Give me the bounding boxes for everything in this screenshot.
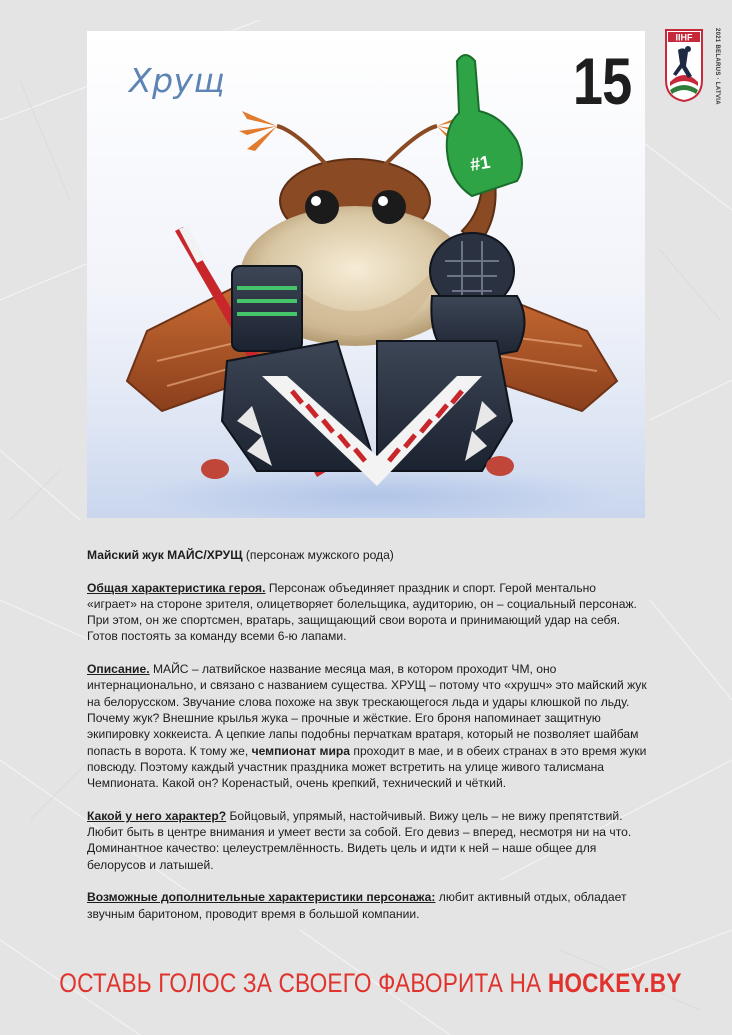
mascot-illustration [87,31,645,518]
iihf-logo [664,28,704,103]
iihf-logo-label: IIHF [675,32,693,43]
character-number: 15 [572,44,631,118]
vote-site-link[interactable]: HOCKEY.BY [547,968,682,998]
character-label: Какой у него характер? [87,808,227,823]
character-body-1: Бойцовый, упрямый, настойчивый. Вижу цель – не вижу препятствий. Любит быть в центре внимания и умеет вести за собой. Его девиз – вперед, несмотря ни на что. [87,808,632,840]
character-body-2: Доминантное качество: целеустремлённость. Видеть цель и идти к ней – наше общее для белорусов и латышей. [87,841,597,872]
character-paragraph [87,808,647,873]
championship-side-label: 2021 BELARUS · LATVIA [714,28,720,105]
extra-label: Возможные дополнительные характеристики персонажа: [87,890,436,905]
extra-body: любит активный отдых, обладает звучным баритоном, проводит время в большой компании. [87,890,627,921]
vote-text: ОСТАВЬ ГОЛОС ЗА СВОЕГО ФАВОРИТА НА [59,968,548,998]
intro-note: (персонаж мужского рода) [242,548,394,562]
extra-paragraph [87,889,647,922]
character-description [87,547,647,938]
general-label: Общая характеристика героя. [87,580,266,595]
foam-finger [447,55,522,196]
description-label: Описание. [87,662,150,677]
goalie-pads [201,341,514,486]
mascot-poster [87,31,645,518]
blocker-glove [232,266,302,351]
general-paragraph [87,580,647,645]
description-bold: чемпионат мира [251,743,351,758]
description-body-2: проходит в мае, и в обеих странах в это время жуки повсюду. Поэтому каждый участник праздника может встретить на улице живого талисмана Чемпионата. Какой он? Коренастый, очень крепкий, технический и чёткий. [87,743,647,791]
foam-finger-label: #1 [468,151,492,175]
character-name: Хрущ [129,61,226,100]
general-body: Персонаж объединяет праздник и спорт. Герой ментально «играет» на стороне зрителя, олицетворяет болельщика, аудиторию, он – социальный персонаж. При этом, он же спортсмен, вратарь, защищающий свои ворота и принимающий удар на себя. Готов постоять за команду всеми 6-ю лапами. [87,580,637,644]
intro-paragraph [87,547,647,563]
description-body-1: МАЙС – латвийское название месяца мая, в котором проходит ЧМ, оно интернационально, и связано с названием существа. ХРУЩ – потому что «хрушч» это майский жук на белорусском. Звучание слова похоже на звук трескающегося льда и удары клюшкой по льду. Почему жук? Внешние крылья жука – прочные и жёсткие. Его броня напоминает защитную экипировку хоккеиста. А цепкие лапы подобны перчаткам вратаря, который не позволяет шайбам попасть в ворота. К тому же, [87,662,647,758]
vote-call-to-action [0,968,732,999]
description-paragraph [87,661,647,791]
intro-title: Майский жук МАЙС/ХРУЩ [87,548,243,562]
